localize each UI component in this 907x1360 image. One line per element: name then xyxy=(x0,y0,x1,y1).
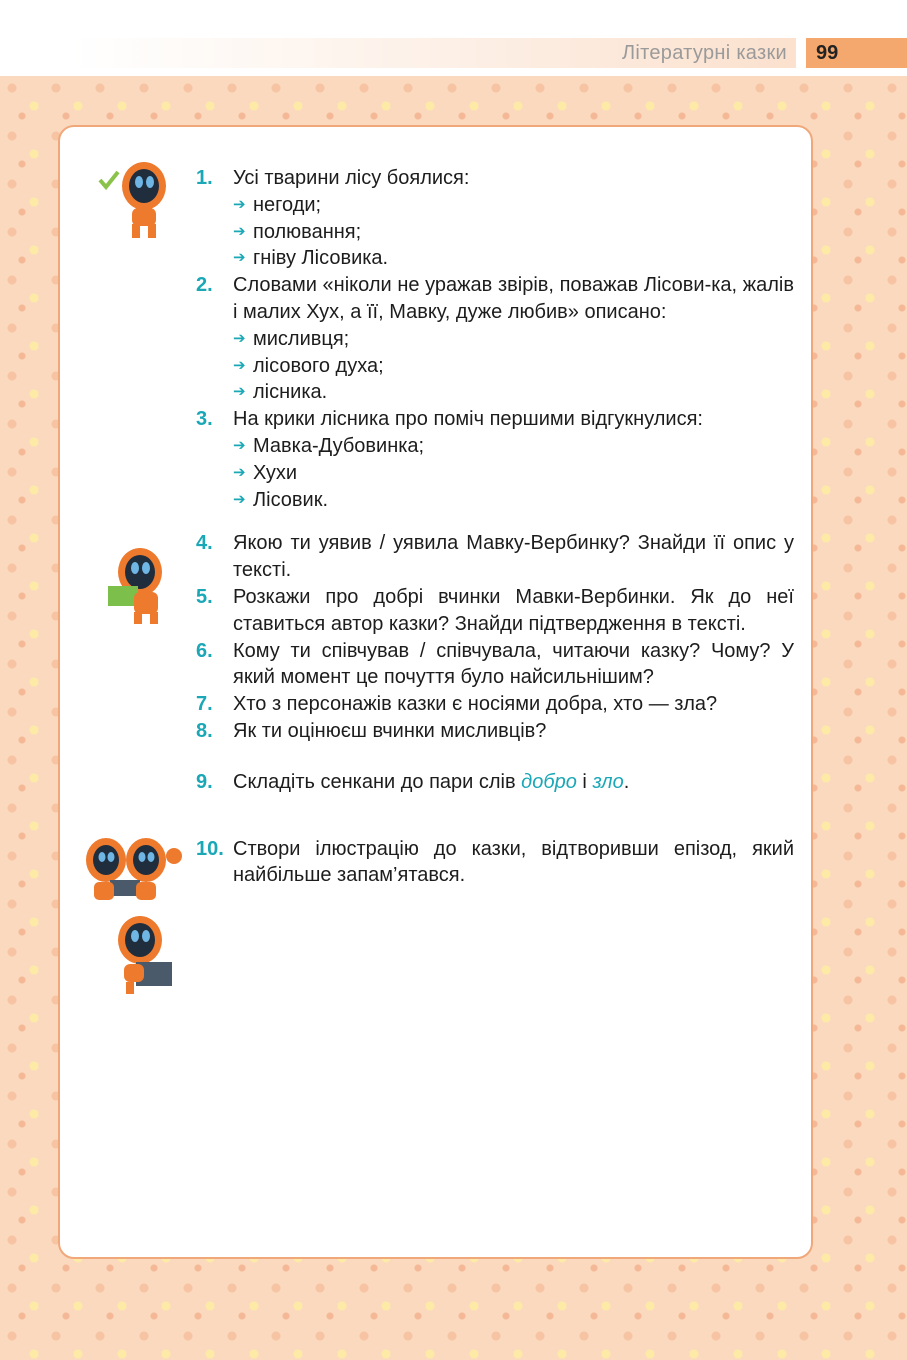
option-text: Хухи xyxy=(253,461,298,484)
question-text xyxy=(233,769,794,796)
option-text: гніву Лісовика. xyxy=(253,247,389,270)
question-number: 2. xyxy=(196,274,213,297)
option-text: мисливця; xyxy=(253,327,350,350)
period: . xyxy=(623,770,630,793)
spacer xyxy=(196,513,794,530)
question-text: Словами «ніколи не уражав звірів, поважав Лісови-ка, жалів і малих Хух, а її, Мавку, дуже любив» описано: xyxy=(233,274,794,323)
question-text: На крики лісника про поміч першими відгукнулися: xyxy=(233,408,703,431)
question-number: 10. xyxy=(196,837,224,860)
right-arrow-icon: ➔ xyxy=(233,329,246,347)
question-text: Розкажи про добрі вчинки Мавки-Вербинки. Як до неї ставиться автор казки? Знайди підтвердження в тексті. xyxy=(233,585,794,635)
answer-option xyxy=(196,326,794,353)
question-10 xyxy=(196,836,794,890)
question-5 xyxy=(196,584,794,638)
question-text-part: Складіть сенкани до пари слів xyxy=(233,770,516,793)
answer-option xyxy=(196,219,794,246)
robot-reading-icon xyxy=(104,546,170,626)
answer-option xyxy=(196,379,794,406)
answer-option xyxy=(196,433,794,460)
question-text: Хто з персонажів казки є носіями добра, хто — зла? xyxy=(233,693,718,716)
right-arrow-icon: ➔ xyxy=(233,383,246,401)
question-number: 9. xyxy=(196,770,213,793)
right-arrow-icon: ➔ xyxy=(233,490,246,508)
spacer xyxy=(196,745,794,769)
question-number: 3. xyxy=(196,408,213,431)
page-number: 99 xyxy=(806,38,907,68)
right-arrow-icon: ➔ xyxy=(233,463,246,481)
question-text: Якою ти уявив / уявила Мавку-Вербинку? Знайди її опис у тексті. xyxy=(233,532,794,582)
question-number: 8. xyxy=(196,719,213,742)
option-text: негоди; xyxy=(253,193,322,216)
question-number: 6. xyxy=(196,639,213,662)
right-arrow-icon: ➔ xyxy=(233,356,246,374)
question-9 xyxy=(196,769,794,796)
robot-pair-icon xyxy=(80,836,186,908)
question-text: Як ти оцінюєш вчинки мисливців? xyxy=(233,719,547,742)
answer-option xyxy=(196,487,794,514)
question-3 xyxy=(196,406,794,433)
option-text: полювання; xyxy=(253,220,362,243)
option-text: Мавка-Дубовинка; xyxy=(253,434,425,457)
section-title: Літературні казки xyxy=(621,42,787,64)
option-text: лісника. xyxy=(253,381,328,404)
question-2 xyxy=(196,272,794,326)
right-arrow-icon: ➔ xyxy=(233,249,246,267)
question-7 xyxy=(196,691,794,718)
question-1 xyxy=(196,165,794,192)
spacer xyxy=(196,796,794,836)
highlighted-word: добро xyxy=(521,770,577,793)
question-text: Кому ти співчував / співчувала, читаючи казку? Чому? У який момент це почуття було найсильнішим? xyxy=(233,639,794,689)
robot-drawing-icon xyxy=(110,914,176,996)
question-4 xyxy=(196,530,794,584)
robot-test-icon xyxy=(96,160,176,242)
question-number: 5. xyxy=(196,585,213,608)
question-8 xyxy=(196,718,794,745)
answer-option xyxy=(196,192,794,219)
highlighted-word: зло xyxy=(592,770,624,793)
option-text: лісового духа; xyxy=(253,354,384,377)
right-arrow-icon: ➔ xyxy=(233,195,246,213)
question-number: 7. xyxy=(196,693,213,716)
answer-option xyxy=(196,460,794,487)
option-text: Лісовик. xyxy=(253,488,329,511)
answer-option xyxy=(196,245,794,272)
question-number: 4. xyxy=(196,532,213,555)
questions-list xyxy=(196,165,794,889)
connector-word: і xyxy=(582,770,587,793)
question-text: Усі тварини лісу боялися: xyxy=(233,167,470,189)
question-number: 1. xyxy=(196,167,213,189)
answer-option xyxy=(196,353,794,380)
question-text: Створи ілюстрацію до казки, відтворивши епізод, який найбільше запам’ятався. xyxy=(233,837,794,887)
right-arrow-icon: ➔ xyxy=(233,222,246,240)
question-6 xyxy=(196,638,794,692)
right-arrow-icon: ➔ xyxy=(233,436,246,454)
